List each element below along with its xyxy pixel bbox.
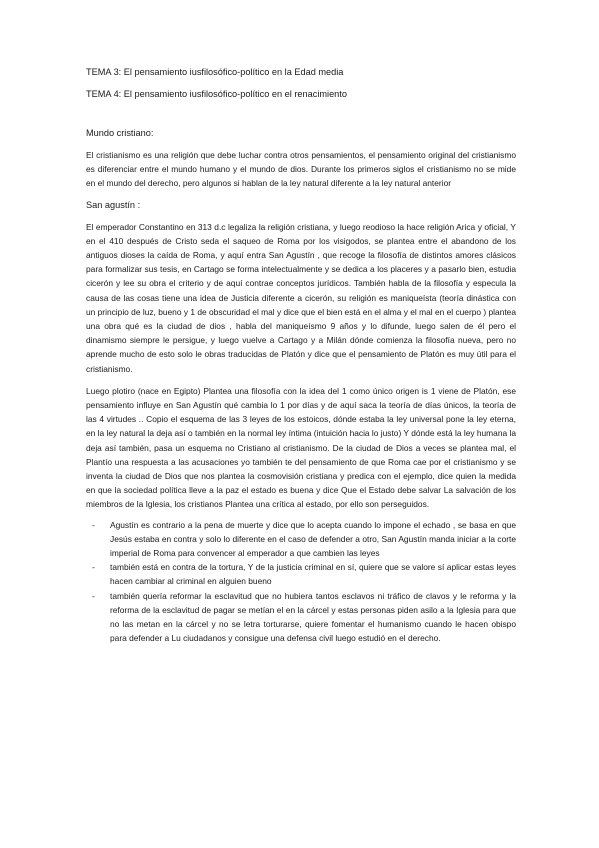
paragraph-agustin-1: El emperador Constantino en 313 d.c legaliza la religión cristiana, y luego reodioso la hace religión Arica y oficial, Y en el 410 después de Cristo seda el saqueo de Roma por los visigodos, se plantea entre el abandono de los antiguos dioses la caída de Roma, y aquí entra San Agustín , que recoge la filosofía de distintos amores clásicos para formalizar sus tesis, en Cartago se forma intelectualmente y se dedica a los placeres y a pasarlo bien, estudia cicerón y lee su obra el criterio y de aquí contrae conceptos jurídicos. También habla de la filosofía y especula la causa de las cosas tiene una idea de Justicia diferente a cicerón, su religión es maniqueísta (teoría dinástica con un principio de luz, bueno y 1 de obscuridad el mal y dice que el bien está en el alma y el mal en el cuerpo ) plantea una obra qué es la ciudad de dios , habla del maniqueísmo 9 años y lo difunde, luego salen de él pero el dinamismo siempre le persigue, y luego vuelve a Cartago y a Milán dónde comienza la filosofía nueva, pero no aprende mucho de esto solo le obras traducidas de Platón y dice que el pensamiento de Platón es muy útil para el cristianismo. xyxy=(86,221,516,374)
bullet-dash: - xyxy=(92,590,95,601)
bullet-dash: - xyxy=(92,519,95,530)
list-item-text: también quería reformar la esclavitud que no hubiera tantos esclavos ni tráfico de clavos y le reforma y la reforma de la esclavitud de pagar se metían el en la cárcel y estas personas piden asilo a la Iglesia para que no las metan en la cárcel y no se letra torturarse, quiere fomentar el humanismo cuando le hacen obispo para defender a Lu ciudadanos y consigue una defensa civil luego estudió en el derecho. xyxy=(110,590,516,644)
bullet-dash: - xyxy=(92,562,95,573)
list-item xyxy=(86,518,516,561)
heading-tema3: TEMA 3: El pensamiento iusfilosófico-político en la Edad media xyxy=(86,67,344,77)
bullet-list xyxy=(86,518,516,646)
section-title-mundo: Mundo cristiano: xyxy=(86,128,154,138)
heading-tema4: TEMA 4: El pensamiento iusfilosófico-político en el renacimiento xyxy=(86,89,347,99)
list-item xyxy=(86,560,516,588)
section-title-agustin: San agustín : xyxy=(86,199,141,210)
paragraph-mundo: El cristianismo es una religión que debe luchar contra otros pensamientos, el pensamiento original del cristianismo es diferenciar entre el mundo humano y el mundo de dios. Durante los primeros siglos el cristianismo no se mide en el mundo del derecho, pero algunos si hablan de la ley natural diferente a la ley natural anterior xyxy=(86,150,516,189)
document-page xyxy=(86,66,516,646)
list-item-text: también está en contra de la tortura, Y de la justicia criminal en sí, quiere que se valore sí aplicar estas leyes hacen cambiar al criminal en alguien bueno xyxy=(110,562,516,587)
paragraph-agustin-2: Luego plotiro (nace en Egipto) Plantea una filosofía con la idea del 1 como único origen is 1 viene de Platón, ese pensamiento influye en San Agustín qué cambia lo 1 por días y de aquí saca la teoría de días únicos, la teoría de las 4 virtudes .. Copio el esquema de las 3 leyes de los estoicos, dónde estaba la ley universal pone la ley eterna, en la ley natural la deja así o también en la normal ley íntima (intuición hacia lo justo) Y dónde está la ley humana la deja así también, pasa un esquema no Cristiano al cristianismo. De la ciudad de Dios a veces se plantea mal, el Plantío una respuesta a las acusaciones yo también te del pensamiento de que Roma cae por el cristianismo y se inventa la ciudad de Dios que nos plantea la cosmovisión cristiana y predica con el ejemplo, dice quien la medida en que la sociedad política lleve a la paz el estado es buena y dice Que el Estado debe salvar La salvación de los miembros de la Iglesia, los cristianos Plantea una crítica al estado, por ello son perseguidos. xyxy=(86,385,516,510)
list-item xyxy=(86,589,516,646)
list-item-text: Agustín es contrario a la pena de muerte y dice que lo acepta cuando lo impone el echado , se basa en que Jesús estaba en contra y solo lo diferente en el caso de defender a otro, San Agustín manda iniciar a la corte imperial de Roma para convencer al emperador a que cambien las leyes xyxy=(110,519,516,559)
